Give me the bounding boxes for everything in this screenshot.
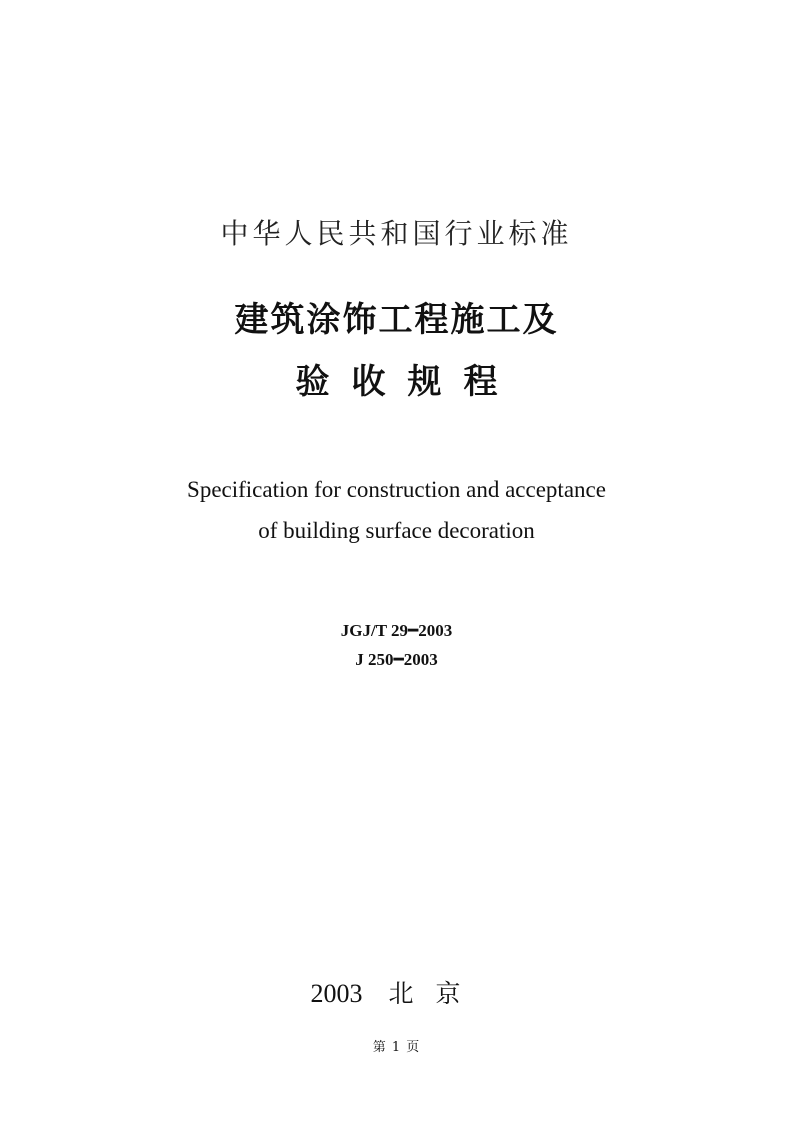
english-title-line-2: of building surface decoration — [258, 518, 535, 543]
standard-code: JGJ/T 29━2003 — [340, 621, 453, 640]
publication-place: 北京 — [388, 979, 483, 1008]
document-title-line-1: 建筑涂饰工程施工及 — [234, 300, 559, 340]
standard-category-heading: 中华人民共和国行业标准 — [220, 217, 573, 250]
publication-info — [0, 974, 793, 1010]
record-code: J 250━2003 — [355, 650, 438, 669]
document-title-line-2: 验收规程 — [295, 362, 520, 402]
english-title-line-1: Specification for construction and acceptance — [187, 477, 606, 502]
page-number: 第 1 页 — [372, 1040, 421, 1055]
publication-year: 2003 — [310, 979, 363, 1008]
